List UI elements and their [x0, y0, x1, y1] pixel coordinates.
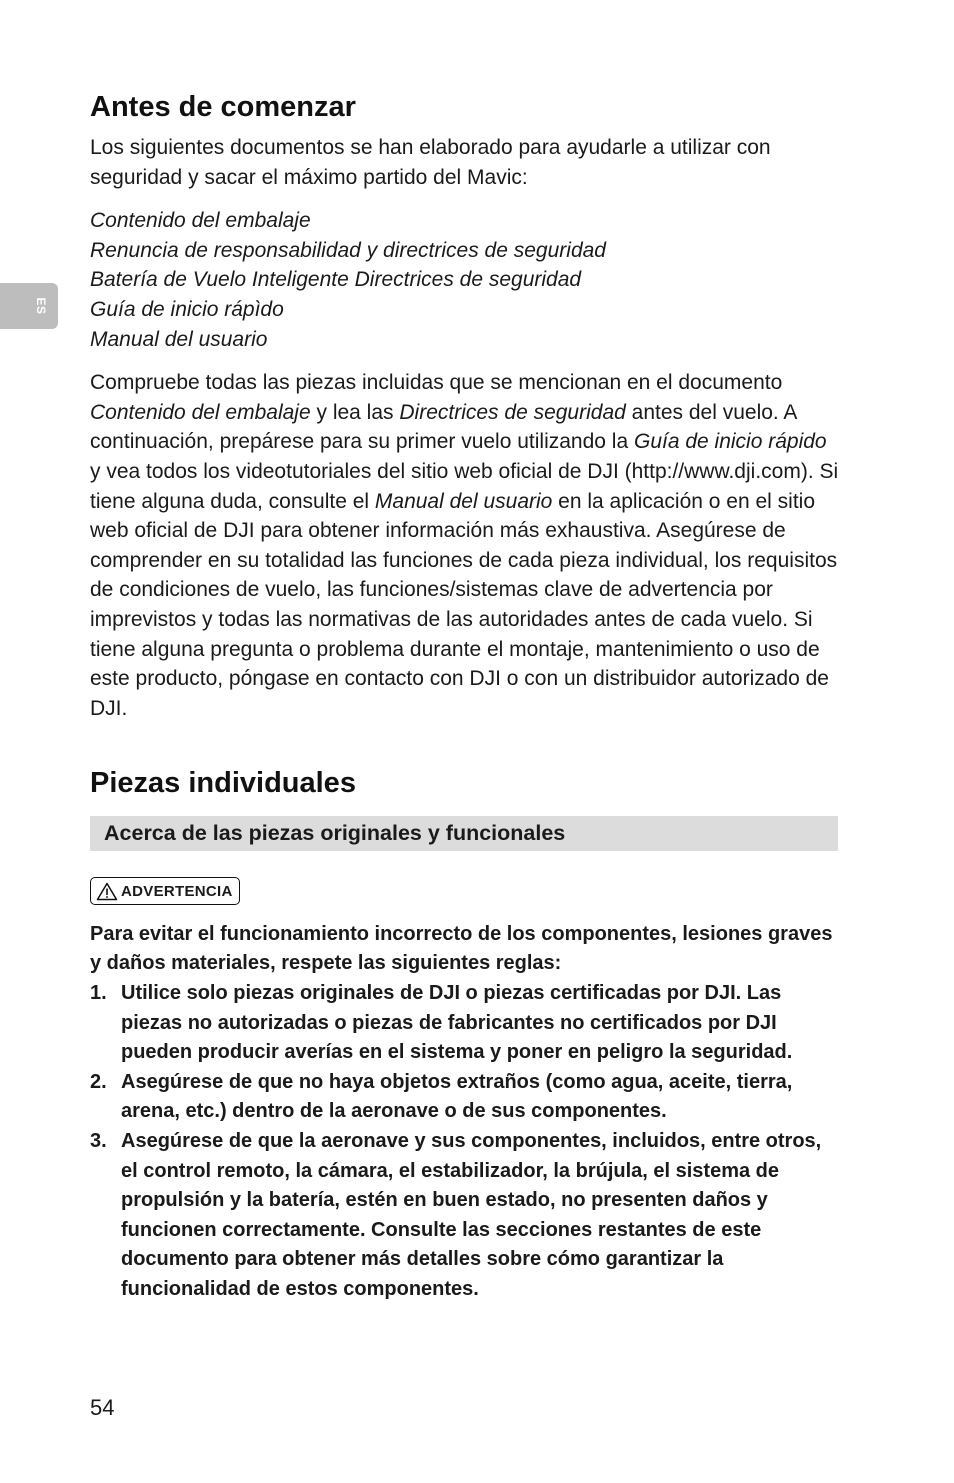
document-list-item: Renuncia de responsabilidad y directrices de seguridad: [90, 238, 606, 262]
subheading-text: Acerca de las piezas originales y funcionales: [104, 821, 566, 846]
section-title-antes: Antes de comenzar: [90, 91, 356, 123]
warning-intro: Para evitar el funcionamiento incorrecto de los componentes, lesiones graves y daños materiales, respete las siguientes reglas:: [90, 922, 833, 975]
intro-paragraph: Los siguientes documentos se han elaborado para ayudarle a utilizar con seguridad y sacar el máximo partido del Mavic:: [90, 136, 771, 189]
rule-number: 3.: [90, 1129, 107, 1152]
body-italic-ref: Directrices de seguridad: [399, 400, 626, 424]
document-list-item: Guía de inicio rápìdo: [90, 297, 284, 321]
document-list-item: Batería de Vuelo Inteligente Directrices de seguridad: [90, 268, 582, 292]
rule-number: 1.: [90, 981, 107, 1004]
warning-label: ADVERTENCIA: [121, 882, 233, 900]
page-number: 54: [90, 1395, 115, 1420]
body-text: y vea todos los videotutoriales del sitio web oficial de DJI (http://www.dji.com). Si tiene alguna duda, consulte el: [90, 459, 839, 513]
body-text: y lea las: [310, 400, 400, 424]
warning-triangle-icon: [96, 882, 118, 901]
rule-item: [90, 1127, 842, 1305]
rule-text: Utilice solo piezas originales de DJI o piezas certificadas por DJI. Las piezas no autorizadas o piezas de fabricantes no certificados por DJI pueden producir averías en el sistema y poner en peligro la seguridad.: [121, 981, 793, 1064]
subheading-bar: [90, 816, 838, 851]
document-list: [90, 206, 842, 354]
body-italic-ref: Manual del usuario: [374, 489, 553, 513]
warning-badge: [90, 877, 240, 905]
rule-text: Asegúrese de que la aeronave y sus componentes, incluidos, entre otros, el control remoto, la cámara, el estabilizador, la brújula, el sistema de propulsión y la batería, estén en buen estado, no presenten daños y funcionen correctamente. Consulte las secciones restantes de este documento para obtener más detalles sobre cómo garantizar la funcionalidad de estos componentes.: [121, 1129, 822, 1300]
body-text: Compruebe todas las piezas incluidas que se mencionan en el documento: [90, 371, 783, 395]
document-list-item: Contenido del embalaje: [90, 209, 311, 233]
body-text: en la aplicación o en el sitio web oficial de DJI para obtener información más exhaustiva. Asegúrese de comprender en su totalidad las funciones de cada pieza individual, los requisitos de condiciones de vuelo, las funciones/sistemas clave de advertencia por imprevistos y todas las normativas de las autoridades antes de cada vuelo. Si tiene alguna pregunta o problema durante el montaje, mantenimiento o uso de este producto, póngase en contacto con DJI o con un distribuidor autorizado de DJI.: [90, 489, 838, 720]
rules-list: [90, 979, 842, 1305]
body-paragraph: [90, 368, 842, 723]
body-text: antes del vuelo. A continuación, prepárese para su primer vuelo utilizando la: [90, 400, 797, 454]
body-italic-ref: Guía de inicio rápido: [633, 430, 827, 454]
rule-item: [90, 1068, 842, 1127]
document-list-item: Manual del usuario: [90, 327, 268, 351]
rule-number: 2.: [90, 1070, 107, 1093]
section-title-piezas: Piezas individuales: [90, 767, 356, 800]
rule-text: Asegúrese de que no haya objetos extraños (como agua, aceite, tierra, arena, etc.) dentro de la aeronave o de sus componentes.: [121, 1070, 793, 1123]
rule-item: [90, 979, 842, 1068]
body-italic-ref: Contenido del embalaje: [90, 400, 311, 424]
language-tab: [0, 283, 58, 329]
language-tab-label: ES: [34, 297, 48, 315]
page-content: [90, 88, 842, 1305]
